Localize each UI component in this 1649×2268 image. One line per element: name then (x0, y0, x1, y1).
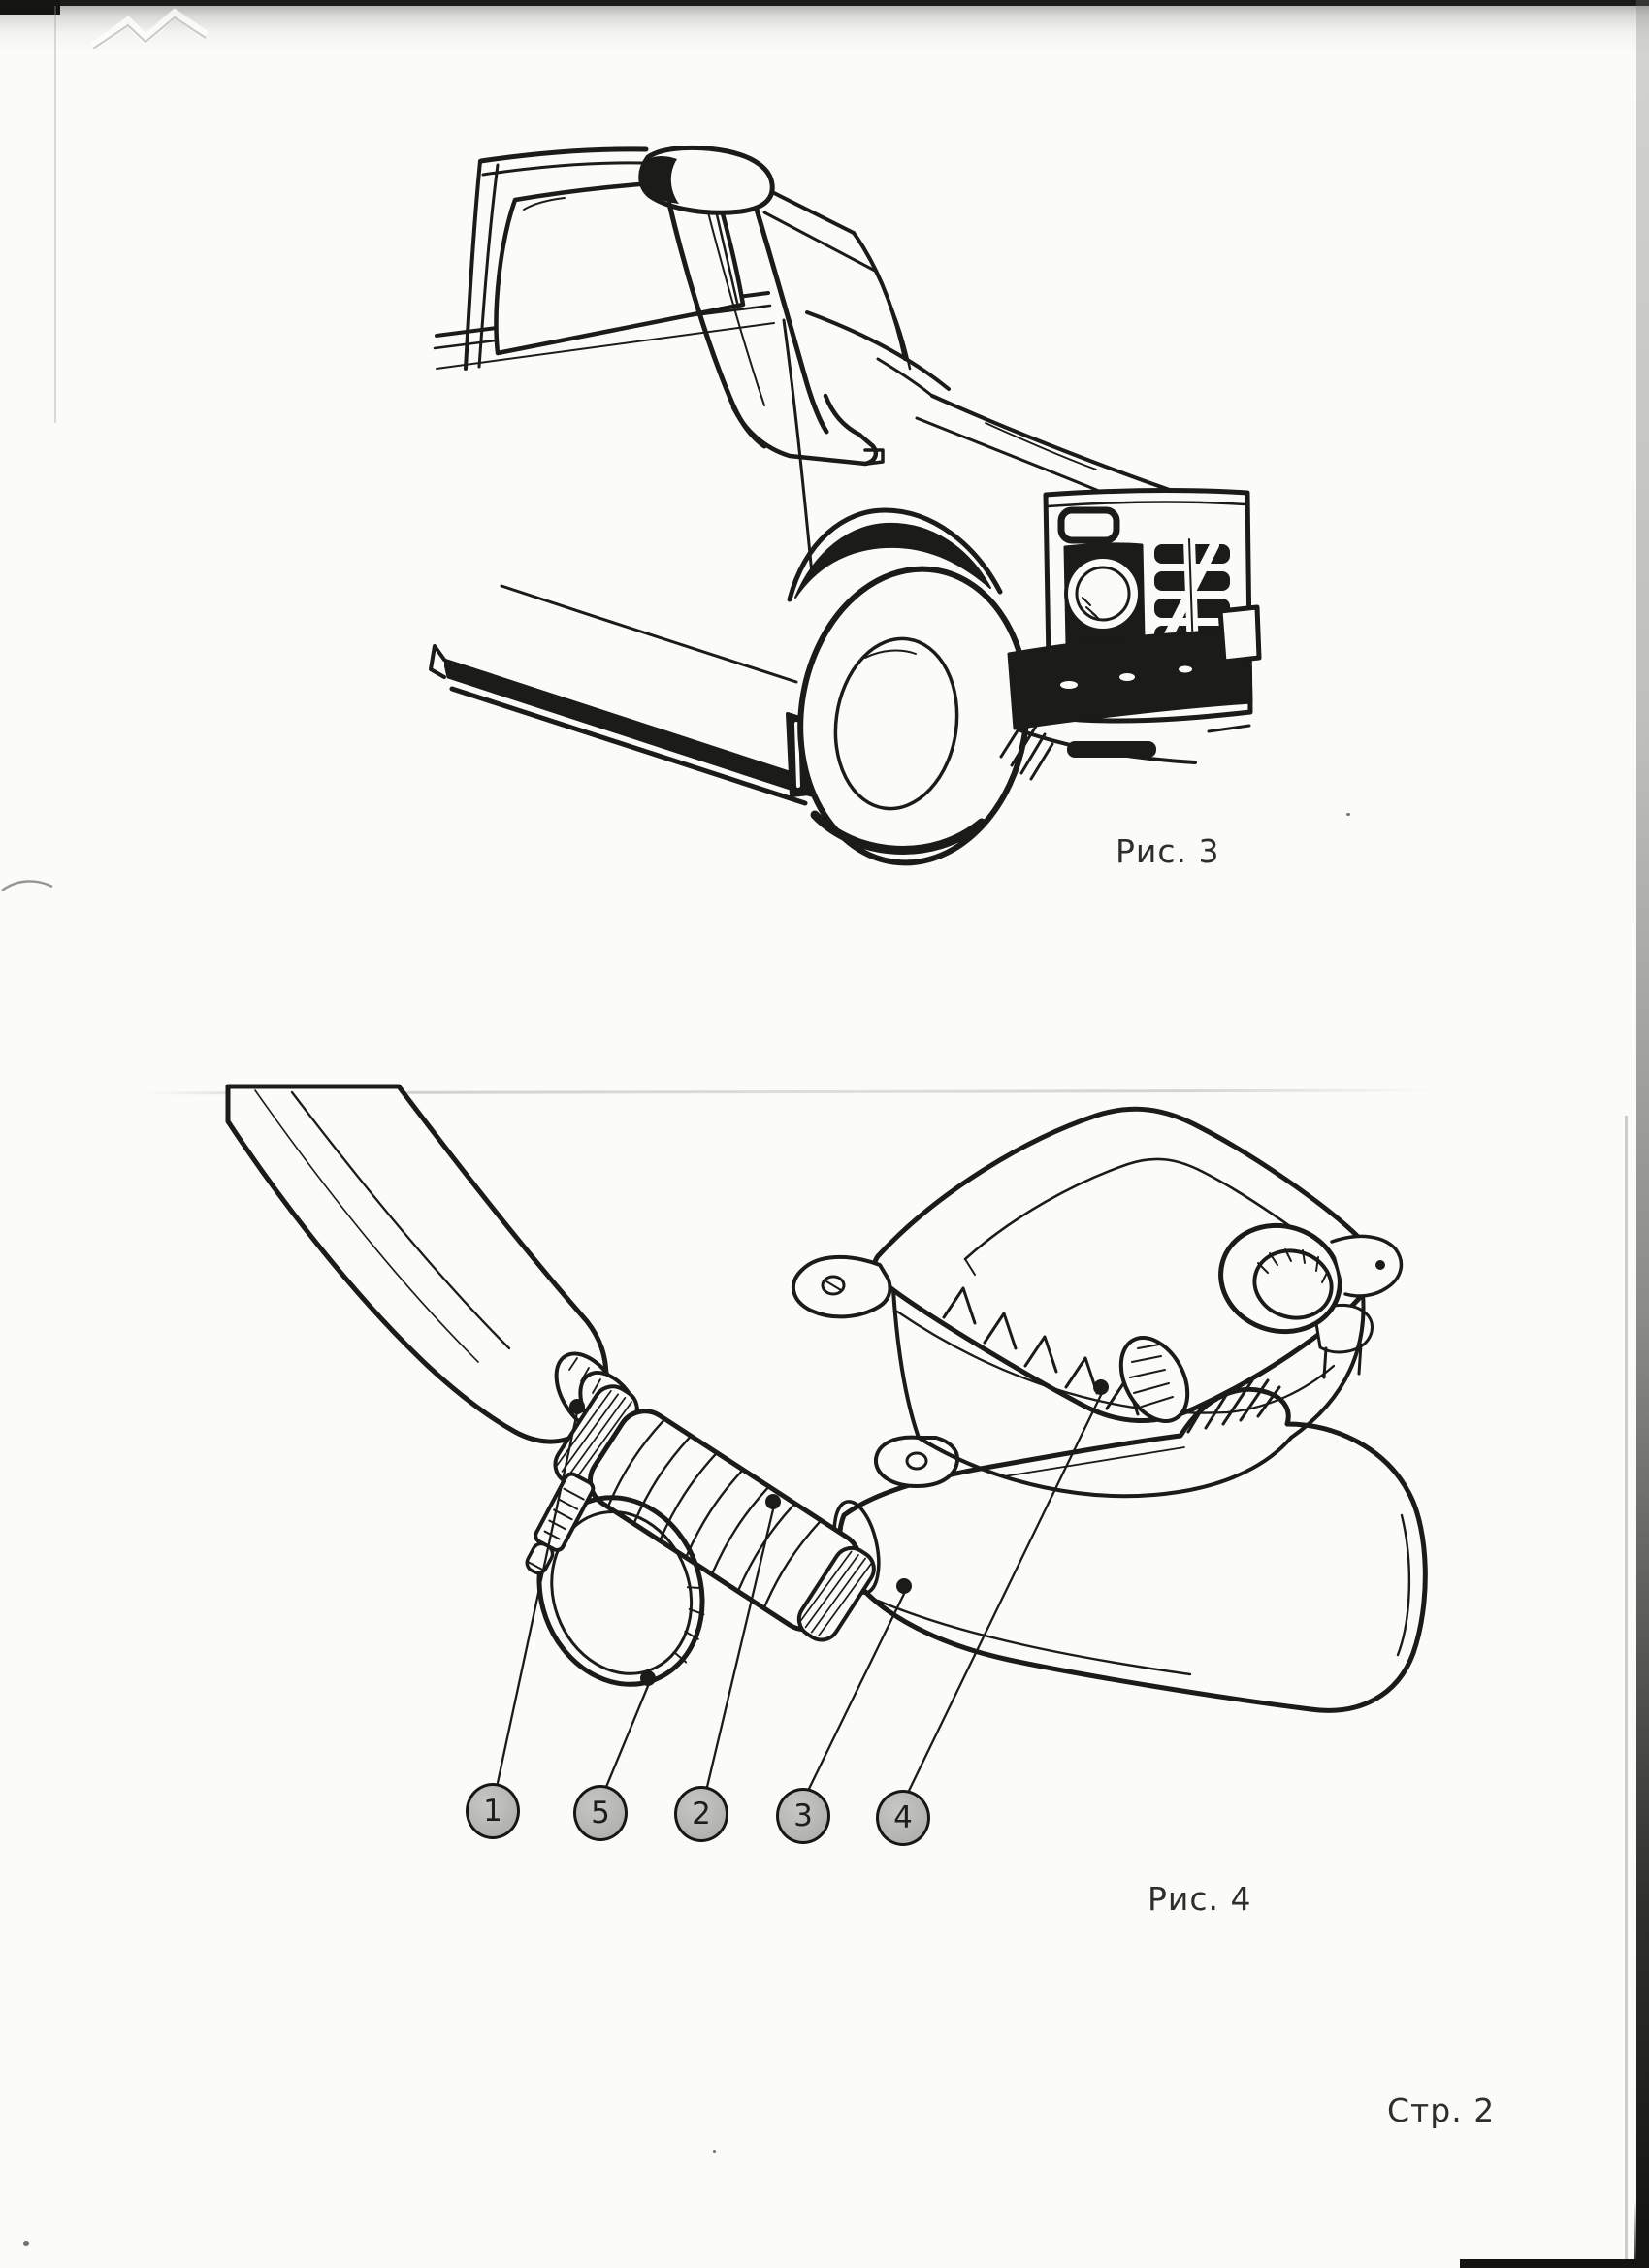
scan-left-paper-edge (54, 6, 56, 423)
callout-part-1: 1 (466, 1783, 520, 1839)
scan-speck (23, 2241, 29, 2246)
clamp-screw-housing (520, 1472, 596, 1578)
page-number: Стр. 2 (1387, 2091, 1496, 2129)
scan-speck (1346, 813, 1350, 816)
scan-corner-wedge (1634, 2200, 1649, 2268)
callout-part-2: 2 (674, 1786, 728, 1842)
scan-corner-mark (0, 0, 60, 15)
callout-part-4: 4 (876, 1790, 930, 1846)
figure3-vehicle-snorkel-illustration (388, 114, 1280, 881)
scan-bottom-edge (1460, 2259, 1649, 2268)
callout-part-3: 3 (776, 1788, 830, 1844)
figure3-caption: Рис. 3 (1116, 832, 1220, 870)
paper-crinkle-mark (87, 6, 223, 56)
figure4-caption: Рис. 4 (1148, 1880, 1252, 1918)
turn-signal (1061, 510, 1116, 540)
figure4-air-intake-parts-illustration (199, 1057, 1450, 1863)
scan-speck (713, 2150, 716, 2153)
scan-right-paper-edge (1625, 1116, 1628, 2260)
scan-top-shadow (0, 0, 1649, 52)
snorkel-lower-duct-part1 (228, 1086, 652, 1455)
pencil-mark-left-edge (0, 871, 62, 902)
callout-part-5: 5 (573, 1785, 628, 1841)
front-wheel (782, 554, 1046, 877)
scan-top-edge (0, 0, 1649, 6)
scan-right-edge-shadow (1636, 0, 1649, 2268)
